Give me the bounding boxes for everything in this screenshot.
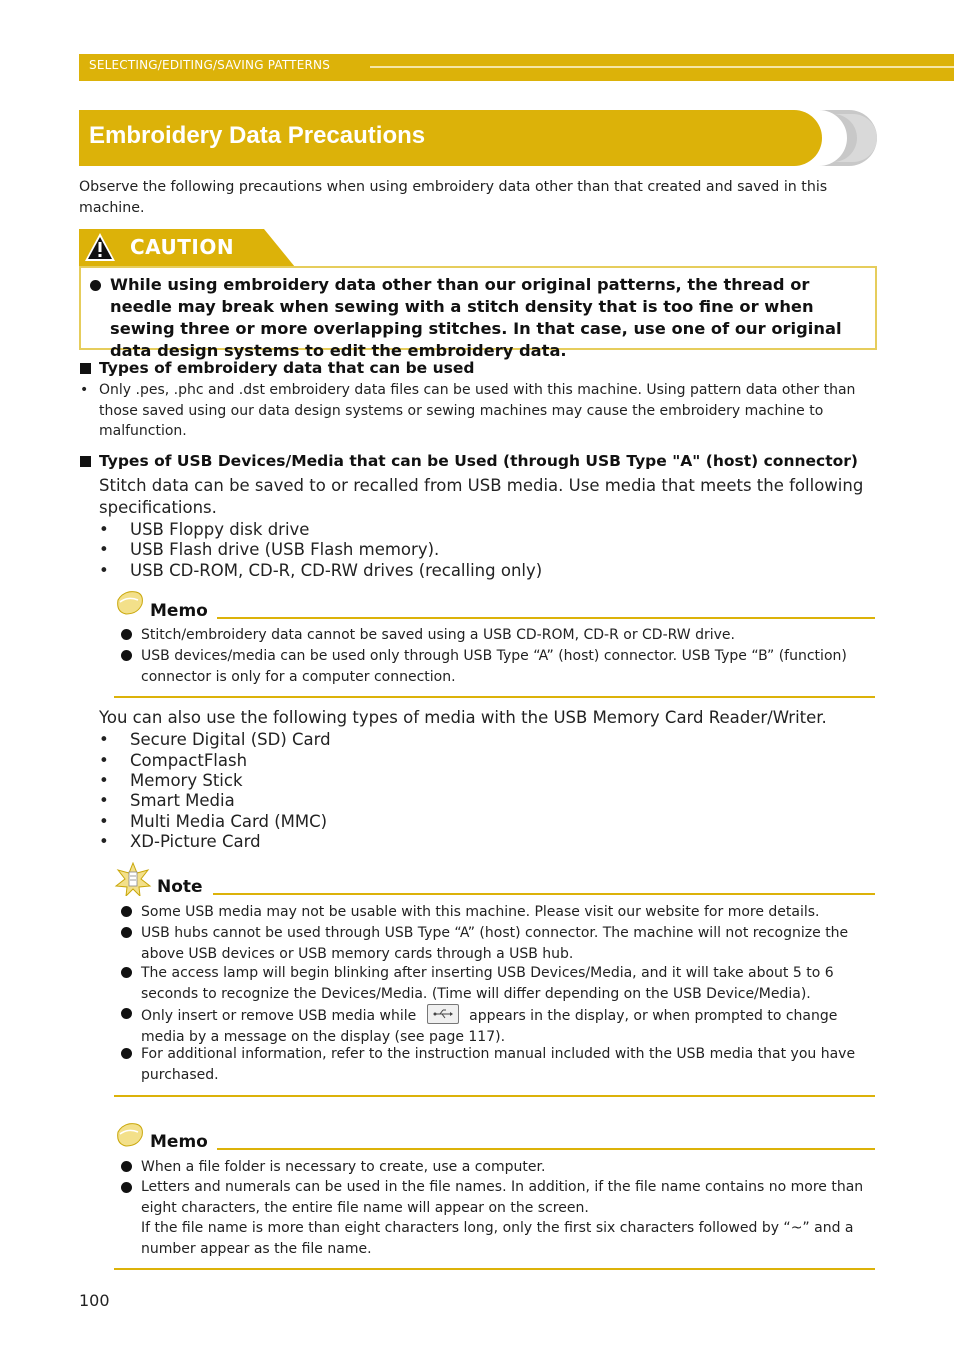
bullet-icon xyxy=(121,1182,132,1193)
section-header-label: SELECTING/EDITING/SAVING PATTERNS xyxy=(89,58,331,72)
note-item-usb xyxy=(141,1004,876,1047)
note-usb-text-after: appears in the display, or when prompted to change media by a message on the display (see page 117). xyxy=(141,1008,838,1045)
page-number: 100 xyxy=(79,1291,110,1310)
usb-types-intro: Stitch data can be saved to or recalled from USB media. Use media that meets the following specifications. xyxy=(99,476,864,517)
square-bullet-icon xyxy=(80,456,91,467)
card-reader-intro: You can also use the following types of media with the USB Memory Card Reader/Writer. xyxy=(99,708,827,727)
memo-item: USB devices/media can be used only through USB Type “A” (host) connector. USB Type “B” (function) connector is only for a computer connection. xyxy=(141,648,847,685)
bullet-icon: • xyxy=(80,382,89,398)
memo-rule xyxy=(217,617,875,619)
usb-icon xyxy=(427,1004,459,1024)
memo-item: Stitch/embroidery data cannot be saved using a USB CD-ROM, CD-R or CD-RW drive. xyxy=(141,627,735,643)
memo-rule xyxy=(217,1148,875,1150)
note-title: Note xyxy=(157,877,203,897)
bullet-icon xyxy=(121,1161,132,1172)
bullet-icon xyxy=(121,629,132,640)
note-item: For additional information, refer to the instruction manual included with the USB media that you have purchased. xyxy=(141,1046,856,1083)
bullet-icon xyxy=(121,1048,132,1059)
bullet-icon xyxy=(121,967,132,978)
list-item: USB CD-ROM, CD-R, CD-RW drives (recalling only) xyxy=(130,561,543,580)
square-bullet-icon xyxy=(80,363,91,374)
note-star-icon xyxy=(114,862,152,896)
bullet-icon xyxy=(121,927,132,938)
note-rule xyxy=(213,893,875,895)
note-item: Some USB media may not be usable with this machine. Please visit our website for more details. xyxy=(141,904,820,920)
memo-bottom-rule xyxy=(114,696,875,698)
note-item: The access lamp will begin blinking after inserting USB Devices/Media, and it will take about 5 to 6 seconds to recognize the Devices/Media. (Time will differ depending on the USB Device/Media). xyxy=(141,965,834,1002)
memo-pad-icon xyxy=(114,590,146,618)
list-item: Smart Media xyxy=(130,791,235,810)
note-bottom-rule xyxy=(114,1095,875,1097)
memo-item-continuation: If the file name is more than eight characters long, only the first six characters followed by “~” and a number appear as the file name. xyxy=(141,1220,854,1257)
memo-title: Memo xyxy=(150,1132,208,1152)
list-item: USB Flash drive (USB Flash memory). xyxy=(130,540,440,559)
list-item: Multi Media Card (MMC) xyxy=(130,812,328,831)
bullet-icon xyxy=(121,1008,132,1019)
page-title: Embroidery Data Precautions xyxy=(89,122,426,149)
warning-triangle-icon xyxy=(79,229,119,267)
list-item: Memory Stick xyxy=(130,771,243,790)
list-item: XD-Picture Card xyxy=(130,832,261,851)
memo-item: Letters and numerals can be used in the file names. In addition, if the file name contains no more than eight characters, the entire file name will appear on the screen. xyxy=(141,1179,864,1216)
bullet-icon xyxy=(121,906,132,917)
note-item: USB hubs cannot be used through USB Type “A” (host) connector. The machine will not recognize the above USB devices or USB memory cards through a USB hub. xyxy=(141,925,849,962)
header-rule xyxy=(370,66,954,68)
caution-label: CAUTION xyxy=(130,235,235,259)
bullet-icon xyxy=(121,650,132,661)
list-item: CompactFlash xyxy=(130,751,248,770)
list-item: USB Floppy disk drive xyxy=(130,520,310,539)
section-heading-data-types: Types of embroidery data that can be used xyxy=(99,359,475,377)
caution-text: While using embroidery data other than our original patterns, the thread or needle may break when sewing with a stitch density that is too fine or when sewing three or more overlapping stitches. In that case, use one of our original data design systems to edit the embroidery data. xyxy=(110,275,842,360)
memo-pad-icon xyxy=(114,1122,146,1150)
bullet-icon xyxy=(90,280,101,291)
memo-bottom-rule xyxy=(114,1268,875,1270)
section-heading-usb-types: Types of USB Devices/Media that can be Used (through USB Type "A" (host) connector) xyxy=(99,452,859,470)
note-usb-text-before: Only insert or remove USB media while xyxy=(141,1008,417,1024)
data-types-text: Only .pes, .phc and .dst embroidery data files can be used with this machine. Using pattern data other than those saved using our data design systems or sewing machines may cause the embroidery machine to malfunction. xyxy=(99,382,856,439)
memo-title: Memo xyxy=(150,601,208,621)
memo-item: When a file folder is necessary to create, use a computer. xyxy=(141,1159,546,1175)
list-item: Secure Digital (SD) Card xyxy=(130,730,331,749)
intro-paragraph: Observe the following precautions when using embroidery data other than that created and saved in this machine. xyxy=(79,179,828,216)
